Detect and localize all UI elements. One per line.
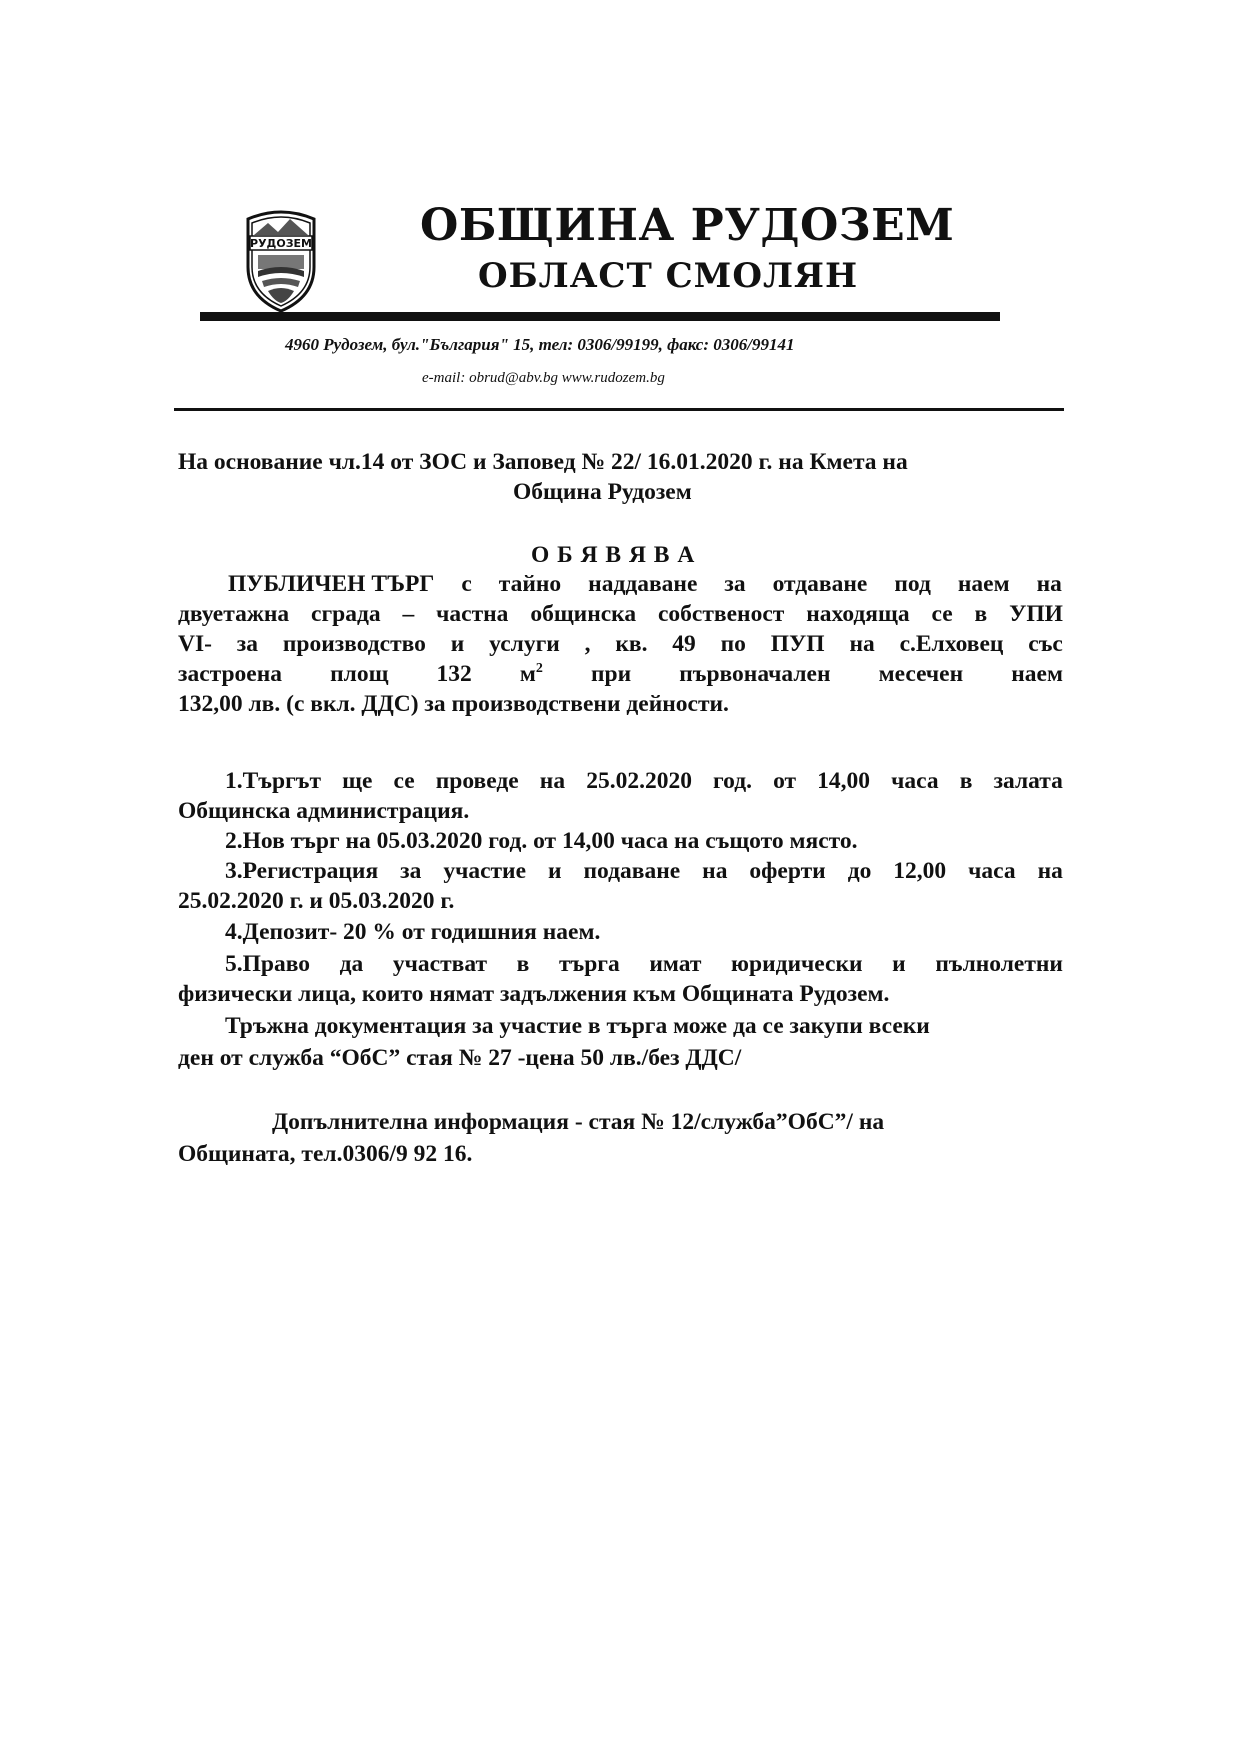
word: подаване — [583, 858, 681, 884]
announce-heading: О Б Я В Я В А — [531, 542, 696, 568]
item-3-line-2: 25.02.2020 г. и 05.03.2020 г. — [178, 888, 455, 914]
word: наем — [1011, 661, 1063, 687]
item-1-line-1 — [225, 767, 1063, 796]
word: пълнолетни — [935, 951, 1063, 977]
word: частна — [436, 601, 509, 627]
auction-line-2 — [178, 600, 1063, 629]
word: VI- — [178, 631, 212, 657]
word: кв. — [615, 631, 648, 657]
word: проведе — [435, 768, 519, 794]
word: общинска — [530, 601, 637, 627]
intro-line-2: Община Рудозем — [513, 479, 692, 505]
word: с — [461, 571, 472, 597]
auction-line-4 — [178, 660, 1063, 689]
item-4: 4.Депозит- 20 % от годишния наем. — [225, 919, 601, 945]
logo-text: РУДОЗЕМ — [250, 237, 312, 250]
word: на — [539, 768, 566, 794]
additional-info-line-1: Допълнителна информация - стая № 12/служба”ОбС”/ на — [272, 1109, 885, 1135]
word: $м^2$ — [519, 661, 543, 687]
docs-line-1: Тръжна документация за участие в търга може да се закупи всеки — [225, 1013, 930, 1039]
word: се — [393, 768, 415, 794]
word: УПИ — [1009, 601, 1063, 627]
word: оферти — [749, 858, 826, 884]
word: площ — [330, 661, 389, 687]
word: и — [450, 631, 465, 657]
word: юридически — [731, 951, 863, 977]
word: по — [720, 631, 746, 657]
organization-name: ОБЩИНА РУДОЗЕМ — [420, 200, 955, 251]
word: тайно — [498, 571, 562, 597]
word: 25.02.2020 — [586, 768, 692, 794]
word: търга — [558, 951, 620, 977]
word: на — [1036, 571, 1062, 597]
word: часа — [891, 768, 939, 794]
word: находяща — [806, 601, 910, 627]
word: със — [1028, 631, 1063, 657]
word: 3.Регистрация — [225, 858, 379, 884]
auction-line-3 — [178, 630, 1063, 659]
word: застроена — [178, 661, 282, 687]
coat-of-arms-logo — [238, 205, 324, 313]
word: отдаване — [772, 571, 868, 597]
word: 12,00 — [893, 858, 947, 884]
word: часа — [968, 858, 1016, 884]
word: собственост — [658, 601, 785, 627]
word: ПУБЛИЧЕН ТЪРГ — [228, 571, 435, 597]
word: на — [1037, 858, 1063, 884]
additional-info-line-2: Общината, тел.0306/9 92 16. — [178, 1141, 473, 1167]
word: наем — [957, 571, 1010, 597]
auction-line-5: 132,00 лв. (с вкл. ДДС) за производствени дейности. — [178, 691, 729, 717]
item-5-line-2: физически лица, които нямат задължения към Общината Рудозем. — [178, 981, 890, 1007]
word: на — [849, 631, 875, 657]
word: 5.Право — [225, 951, 311, 977]
word: 14,00 — [817, 768, 871, 794]
word: се — [931, 601, 953, 627]
word: сграда — [311, 601, 381, 627]
word: производство — [282, 631, 426, 657]
word: до — [847, 858, 872, 884]
word: , — [584, 631, 591, 657]
word: в — [974, 601, 988, 627]
item-2: 2.Нов търг на 05.03.2020 год. от 14,00 часа на същото място. — [225, 828, 858, 854]
word: под — [894, 571, 931, 597]
contact-email-web: e-mail: obrud@abv.bg www.rudozem.bg — [422, 370, 665, 386]
word: да — [339, 951, 364, 977]
intro-line-1: На основание чл.14 от ЗОС и Заповед № 22/ 16.01.2020 г. на Кмета на — [178, 449, 908, 475]
word: в — [516, 951, 530, 977]
word: ПУП — [770, 631, 825, 657]
word: в — [959, 768, 973, 794]
item-5-line-1 — [225, 950, 1063, 979]
organization-region: ОБЛАСТ СМОЛЯН — [478, 256, 859, 296]
word: и — [548, 858, 562, 884]
word: залата — [993, 768, 1063, 794]
word: имат — [649, 951, 702, 977]
item-1-line-2: Общинска администрация. — [178, 798, 470, 824]
word: наддаване — [588, 571, 698, 597]
contact-address: 4960 Рудозем, бул."България" 15, тел: 0306/99199, факс: 0306/99141 — [285, 335, 795, 354]
word: за — [236, 631, 258, 657]
word: за — [724, 571, 746, 597]
word: услуги — [489, 631, 560, 657]
word: и — [892, 951, 906, 977]
auction-line-1 — [228, 570, 1062, 599]
item-3-line-1 — [225, 857, 1063, 886]
word: при — [590, 661, 632, 687]
superscript: 2 — [535, 661, 543, 677]
word: ще — [342, 768, 373, 794]
word: с.Елховец — [899, 631, 1004, 657]
word: 49 — [672, 631, 696, 657]
word: двуетажна — [178, 601, 290, 627]
word: месечен — [878, 661, 964, 687]
docs-line-2: ден от служба “ОбС” стая № 27 -цена 50 лв./без ДДС/ — [178, 1045, 742, 1071]
word: участват — [392, 951, 488, 977]
word: първоначален — [679, 661, 831, 687]
word: год. — [713, 768, 752, 794]
word: на — [702, 858, 728, 884]
word: участие — [443, 858, 527, 884]
word: за — [400, 858, 422, 884]
word: от — [773, 768, 797, 794]
letterhead-divider — [200, 312, 1000, 321]
word: 1.Търгът — [225, 768, 321, 794]
word: – — [402, 601, 415, 627]
header-divider — [174, 408, 1064, 411]
word: 132 — [436, 661, 472, 687]
